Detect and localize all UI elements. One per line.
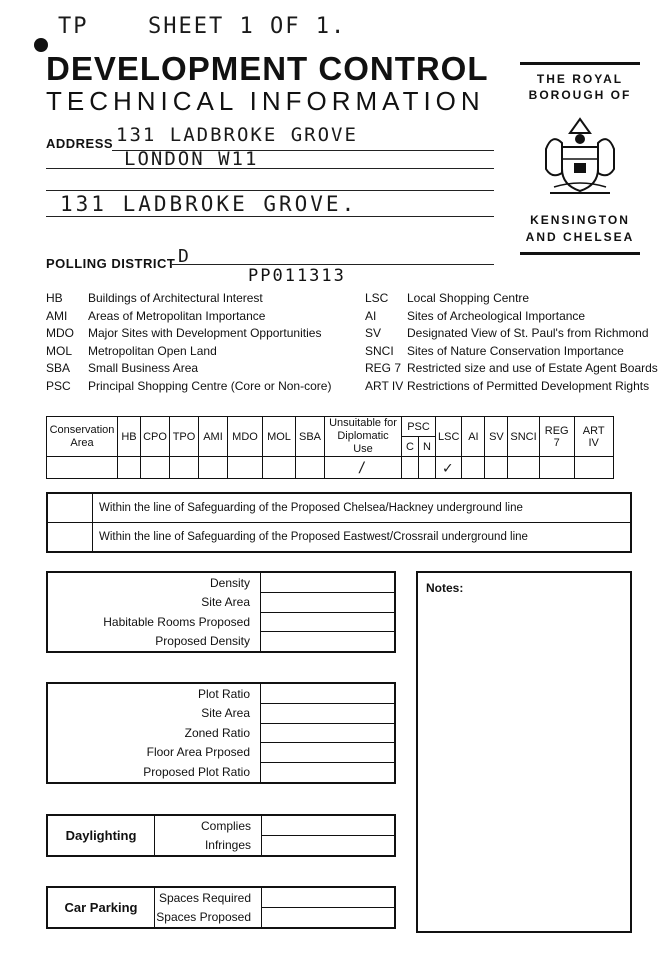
infringes-value[interactable] <box>261 836 394 856</box>
safeguarding-row <box>48 522 630 551</box>
car-parking-row <box>155 908 394 928</box>
legend-abbr: PSC <box>46 378 71 393</box>
plot-ratio-box <box>46 682 396 784</box>
col-sba: SBA <box>296 417 325 457</box>
legend-item <box>365 343 658 361</box>
legend-text: Buildings of Architectural Interest <box>88 291 263 305</box>
legend-text: Designated View of St. Paul's from Richmond <box>407 326 649 340</box>
spaces-proposed-value[interactable] <box>261 908 394 928</box>
notes-label: Notes: <box>426 581 464 595</box>
floor-area-value[interactable] <box>260 742 394 763</box>
council-name-bottom <box>520 212 640 255</box>
legend-abbr: ART IV <box>365 378 404 393</box>
site-area-value[interactable] <box>260 703 394 724</box>
cell-ai <box>462 457 485 479</box>
legend-abbr: MOL <box>46 343 73 358</box>
legend-item <box>46 343 331 361</box>
col-art-iv: ART IV <box>574 417 613 457</box>
legend-item <box>46 325 331 343</box>
cell-mdo <box>228 457 263 479</box>
daylighting-rows <box>155 816 394 855</box>
legend-text: Principal Shopping Centre (Core or Non-core) <box>88 378 332 393</box>
legend-text: Sites of Archeological Importance <box>407 308 586 323</box>
daylighting-box <box>46 814 396 857</box>
legend-text: Local Shopping Centre <box>407 291 530 305</box>
legend-text: Restricted size and use of Estate Agent Boards <box>407 361 658 375</box>
proposed-plot-ratio-label: Proposed Plot Ratio <box>143 764 250 779</box>
legend-abbr: AI <box>365 308 377 323</box>
legend-abbr: REG 7 <box>365 361 402 375</box>
car-parking-rows <box>155 888 394 927</box>
col-psc-c: C <box>402 437 419 457</box>
notes-box[interactable] <box>416 571 632 933</box>
floor-area-label: Floor Area Prposed <box>146 745 250 760</box>
legend-abbr: AMI <box>46 308 68 323</box>
site-area-label: Site Area <box>201 706 250 721</box>
cell-cpo <box>141 457 170 479</box>
col-reg7: REG 7 <box>539 417 574 457</box>
plot-row <box>48 723 394 743</box>
polling-underline <box>172 264 494 265</box>
address-underline-4 <box>46 216 494 217</box>
safeguarding-checkbox[interactable] <box>48 523 93 551</box>
form-title: DEVELOPMENT CONTROL <box>46 50 489 87</box>
safeguarding-box <box>46 492 632 553</box>
cell-snci <box>508 457 539 479</box>
cell-tpo <box>170 457 199 479</box>
safeguarding-row <box>48 494 630 522</box>
legend-item <box>46 290 331 308</box>
council-block <box>520 62 640 255</box>
col-ami: AMI <box>199 417 228 457</box>
cell-sba <box>296 457 325 479</box>
form-subtitle: TECHNICAL INFORMATION <box>46 86 485 116</box>
col-psc: PSC <box>402 417 436 437</box>
cell-sv <box>485 457 508 479</box>
legend-item <box>365 378 658 396</box>
cell-reg7 <box>539 457 574 479</box>
reference-number: PP011313 <box>248 266 346 286</box>
density-label: Density <box>209 575 250 590</box>
col-lsc: LSC <box>436 417 462 457</box>
legend-item <box>365 308 658 326</box>
designation-table <box>46 416 614 479</box>
complies-label: Complies <box>200 818 251 833</box>
address-label: ADDRESS <box>46 136 114 151</box>
address-line-2: LONDON W11 <box>124 148 259 170</box>
col-psc-n: N <box>419 437 436 457</box>
proposed-density-value[interactable] <box>260 632 394 652</box>
density-value[interactable] <box>260 573 394 594</box>
address-line-1: 131 LADBROKE GROVE <box>116 124 358 146</box>
proposed-plot-ratio-value[interactable] <box>260 762 394 782</box>
col-tpo: TPO <box>170 417 199 457</box>
address-underline-3 <box>46 190 494 191</box>
density-row <box>48 573 394 593</box>
legend-item <box>46 378 331 396</box>
council-line2: BOROUGH OF <box>528 88 632 102</box>
habitable-rooms-value[interactable] <box>260 612 394 633</box>
address-underline-2 <box>46 168 494 169</box>
car-parking-box <box>46 886 396 929</box>
plot-row <box>48 743 394 763</box>
legend-text: Small Business Area <box>88 361 199 375</box>
legend-abbr: SNCI <box>365 343 394 358</box>
daylighting-row <box>155 816 394 836</box>
plot-ratio-value[interactable] <box>260 684 394 705</box>
spaces-required-label: Spaces Required <box>158 890 251 905</box>
legend-text: Sites of Nature Conservation Importance <box>407 343 624 358</box>
col-ai: AI <box>462 417 485 457</box>
cell-psc-c <box>402 457 419 479</box>
cell-mol <box>263 457 296 479</box>
cell-art-iv <box>574 457 613 479</box>
complies-value[interactable] <box>261 816 394 837</box>
plot-ratio-label: Plot Ratio <box>197 686 250 701</box>
legend-item <box>365 325 658 343</box>
car-parking-title: Car Parking <box>48 888 155 927</box>
density-row <box>48 612 394 632</box>
safeguarding-checkbox[interactable] <box>48 494 93 522</box>
site-area-label: Site Area <box>201 595 250 610</box>
address-line-3: 131 LADBROKE GROVE. <box>60 192 358 216</box>
proposed-density-label: Proposed Density <box>155 634 250 649</box>
legend-text: Restrictions of Permitted Development Rights <box>407 378 650 393</box>
handwritten-sheet-number: SHEET 1 OF 1. <box>148 14 347 39</box>
plot-row <box>48 762 394 782</box>
cell-psc-n <box>419 457 436 479</box>
site-area-value[interactable] <box>260 592 394 613</box>
col-mdo: MDO <box>228 417 263 457</box>
legend-abbr: LSC <box>365 291 389 305</box>
coat-of-arms-icon <box>540 109 620 201</box>
col-unsuitable: Unsuitable for Diplomatic Use <box>325 417 402 457</box>
spaces-proposed-label: Spaces Proposed <box>156 910 251 925</box>
cell-ami <box>199 457 228 479</box>
legend-text: Areas of Metropolitan Importance <box>88 308 266 323</box>
legend-left <box>46 290 331 395</box>
conservation-area-header: Conservation Area <box>47 417 118 457</box>
legend-item <box>46 308 331 326</box>
plot-row <box>48 684 394 704</box>
safeguarding-text: Within the line of Safeguarding of the Proposed Chelsea/Hackney underground line <box>99 502 523 514</box>
zoned-ratio-label: Zoned Ratio <box>184 725 250 740</box>
density-row <box>48 632 394 652</box>
habitable-rooms-label: Habitable Rooms Proposed <box>103 614 250 629</box>
polling-district-value: D <box>178 246 191 267</box>
daylighting-row <box>155 836 394 856</box>
legend-abbr: HB <box>46 291 63 305</box>
council-name-top <box>520 62 640 103</box>
cell-hb <box>118 457 141 479</box>
legend-abbr: SBA <box>46 361 71 375</box>
col-mol: MOL <box>263 417 296 457</box>
col-sv: SV <box>485 417 508 457</box>
col-snci: SNCI <box>508 417 539 457</box>
council-line1: THE ROYAL <box>536 72 624 86</box>
polling-district-label: POLLING DISTRICT <box>46 256 176 271</box>
safeguarding-text: Within the line of Safeguarding of the Proposed Eastwest/Crossrail underground line <box>99 531 528 543</box>
legend-right <box>365 290 658 395</box>
daylighting-title: Daylighting <box>48 816 155 855</box>
cell-conservation <box>47 457 118 479</box>
legend-abbr: SV <box>365 326 382 340</box>
cell-unsuitable: / <box>325 457 402 479</box>
handwritten-tp: TP <box>58 14 89 39</box>
car-parking-row <box>155 888 394 908</box>
cell-lsc: ✓ <box>436 457 462 479</box>
legend-text: Metropolitan Open Land <box>88 343 217 358</box>
infringes-label: Infringes <box>204 838 251 853</box>
density-box <box>46 571 396 653</box>
legend-item <box>365 360 658 378</box>
legend-text: Major Sites with Development Opportunities <box>88 326 322 340</box>
plot-row <box>48 704 394 724</box>
density-row <box>48 593 394 613</box>
col-hb: HB <box>118 417 141 457</box>
legend-item <box>46 360 331 378</box>
legend-abbr: MDO <box>46 326 74 340</box>
zoned-ratio-value[interactable] <box>260 723 394 744</box>
spaces-required-value[interactable] <box>261 888 394 909</box>
col-cpo: CPO <box>141 417 170 457</box>
council-line4: AND CHELSEA <box>525 230 635 244</box>
council-line3: KENSINGTON <box>530 213 630 227</box>
legend-item <box>365 290 658 308</box>
